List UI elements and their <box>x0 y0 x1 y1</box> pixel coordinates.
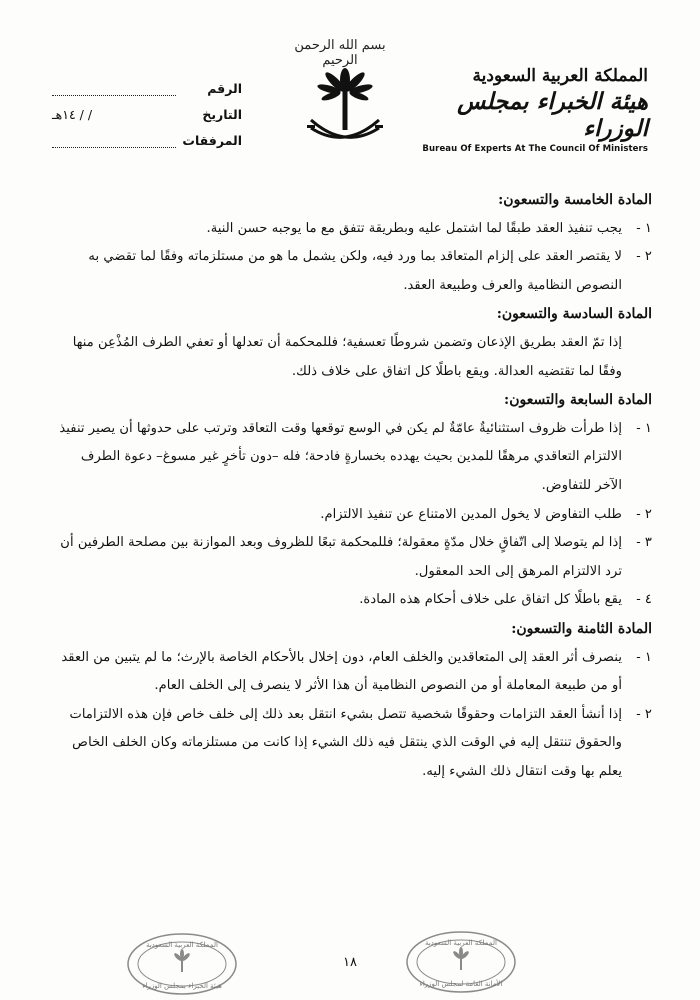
article-97-item-1 <box>52 415 652 501</box>
article-97-heading: المادة السابعة والتسعون: <box>504 392 652 409</box>
kingdom-name: المملكة العربية السعودية <box>472 66 648 86</box>
article-97-item-2 <box>52 501 652 530</box>
attachments-label: المرفقات <box>182 133 242 148</box>
basmala: بسم الله الرحمن الرحيم <box>294 38 386 68</box>
item-number: ٤ - <box>636 592 652 608</box>
article-98-item-2 <box>52 701 652 787</box>
seal-right-top-text: المملكة العربية السعودية <box>425 939 497 947</box>
item-number: ٢ - <box>636 506 652 522</box>
number-label: الرقم <box>207 81 242 96</box>
date-field <box>52 96 242 122</box>
reference-fields <box>52 70 242 148</box>
seal-right-palm-icon <box>452 947 470 970</box>
seal-left-bottom-text: هيئة الخبراء بمجلس الوزراء <box>142 982 222 990</box>
seal-left-palm-icon <box>173 949 191 972</box>
article-97-item-4 <box>52 586 652 615</box>
number-field <box>52 70 242 96</box>
official-seal-right <box>405 930 517 994</box>
item-text: يجب تنفيذ العقد طبقًا لما اشتمل عليه وبطريقة تتفق مع ما يوجبه حسن النية. <box>206 220 622 236</box>
document-body <box>52 186 652 786</box>
attachments-field <box>52 122 242 148</box>
item-number: ٢ - <box>636 249 652 265</box>
article-98-item-1 <box>52 644 652 701</box>
article-97-item-3 <box>52 529 652 586</box>
date-label: التاريخ <box>202 107 242 122</box>
item-text: يقع باطلًا كل اتفاق على خلاف أحكام هذه المادة. <box>359 592 622 608</box>
item-text: إذا لم يتوصلا إلى اتّفاقٍ خلال مدّةٍ معقولة؛ فللمحكمة تبعًا للظروف وبعد الموازنة بين مصلحة الطرفين أن ترد الالتزام المرهق إلى الحد المعقول. <box>60 535 622 579</box>
attachments-line <box>52 133 176 148</box>
item-text: إذا طرأت ظروف استثنائيةٌ عامّةٌ لم يكن في الوسع توقعها وقت التعاقد وترتب على حدوثها أن يصير تنفيذ الالتزام التعاقدي مرهقًا للمدين بحيث يهدده بخسارةٍ فادحة؛ فله –دون تأخرٍ غير مسوغ– دعوة الطرف الآخر للتفاوض. <box>59 420 622 493</box>
item-text: لا يقتصر العقد على إلزام المتعاقد بما ورد فيه، ولكن يشمل ما هو من مستلزماته وفقًا لما تقضي به النصوص النظامية والعرف وطبيعة العقد. <box>88 249 622 293</box>
palm-swords-emblem <box>305 62 385 150</box>
article-95-item-1 <box>52 215 652 244</box>
item-number: ١ - <box>636 220 652 236</box>
article-96-paragraph: إذا تمّ العقد بطريق الإذعان وتضمن شروطًا تعسفية؛ فللمحكمة أن تعدلها أو تعفي الطرف المُذْعِن منها وفقًا لما تقتضيه العدالة. ويقع باطلًا كل اتفاق على خلاف ذلك. <box>72 334 622 379</box>
page-number: ١٨ <box>343 955 357 970</box>
item-text: طلب التفاوض لا يخول المدين الامتناع عن تنفيذ الالتزام. <box>320 506 622 522</box>
item-number: ٣ - <box>636 535 652 551</box>
article-98-heading: المادة الثامنة والتسعون: <box>511 620 652 637</box>
bureau-name-english: Bureau Of Experts At The Council Of Ministers <box>422 144 648 154</box>
seal-left-top-text: المملكة العربية السعودية <box>146 941 218 949</box>
article-95-heading: المادة الخامسة والتسعون: <box>498 192 652 208</box>
number-line <box>52 81 176 96</box>
item-text: ينصرف أثر العقد إلى المتعاقدين والخلف العام، دون إخلال بالأحكام الخاصة بالإرث؛ ما لم يتبين من العقد أو من طبيعة المعاملة أو من النصوص النظامية أن هذا الأثر لا ينصرف إلى الخلف العام. <box>61 649 622 694</box>
item-text: إذا أنشأ العقد التزامات وحقوقًا شخصية تتصل بشيء انتقل بعد ذلك إلى خلف خاص فإن هذه الالتزامات والحقوق تنتقل إليه في الوقت الذي ينتقل فيه ذلك الشيء إذا كانت من مستلزماته وكان الخلف الخاص يعلم بها وقت انتقال ذلك الشيء إليه. <box>69 706 622 779</box>
bureau-name-arabic: هيئة الخبراء بمجلس الوزراء <box>457 88 648 142</box>
article-95-item-2 <box>52 243 652 300</box>
organization-letterhead <box>418 66 648 154</box>
article-96-heading: المادة السادسة والتسعون: <box>496 306 652 323</box>
official-seal-left <box>126 932 238 996</box>
item-number: ٢ - <box>636 706 652 722</box>
date-value: / / ١٤هـ <box>52 107 93 122</box>
item-number: ١ - <box>636 649 652 665</box>
item-number: ١ - <box>636 420 652 436</box>
seal-right-bottom-text: الأمانة العامة لمجلس الوزراء <box>419 980 503 988</box>
